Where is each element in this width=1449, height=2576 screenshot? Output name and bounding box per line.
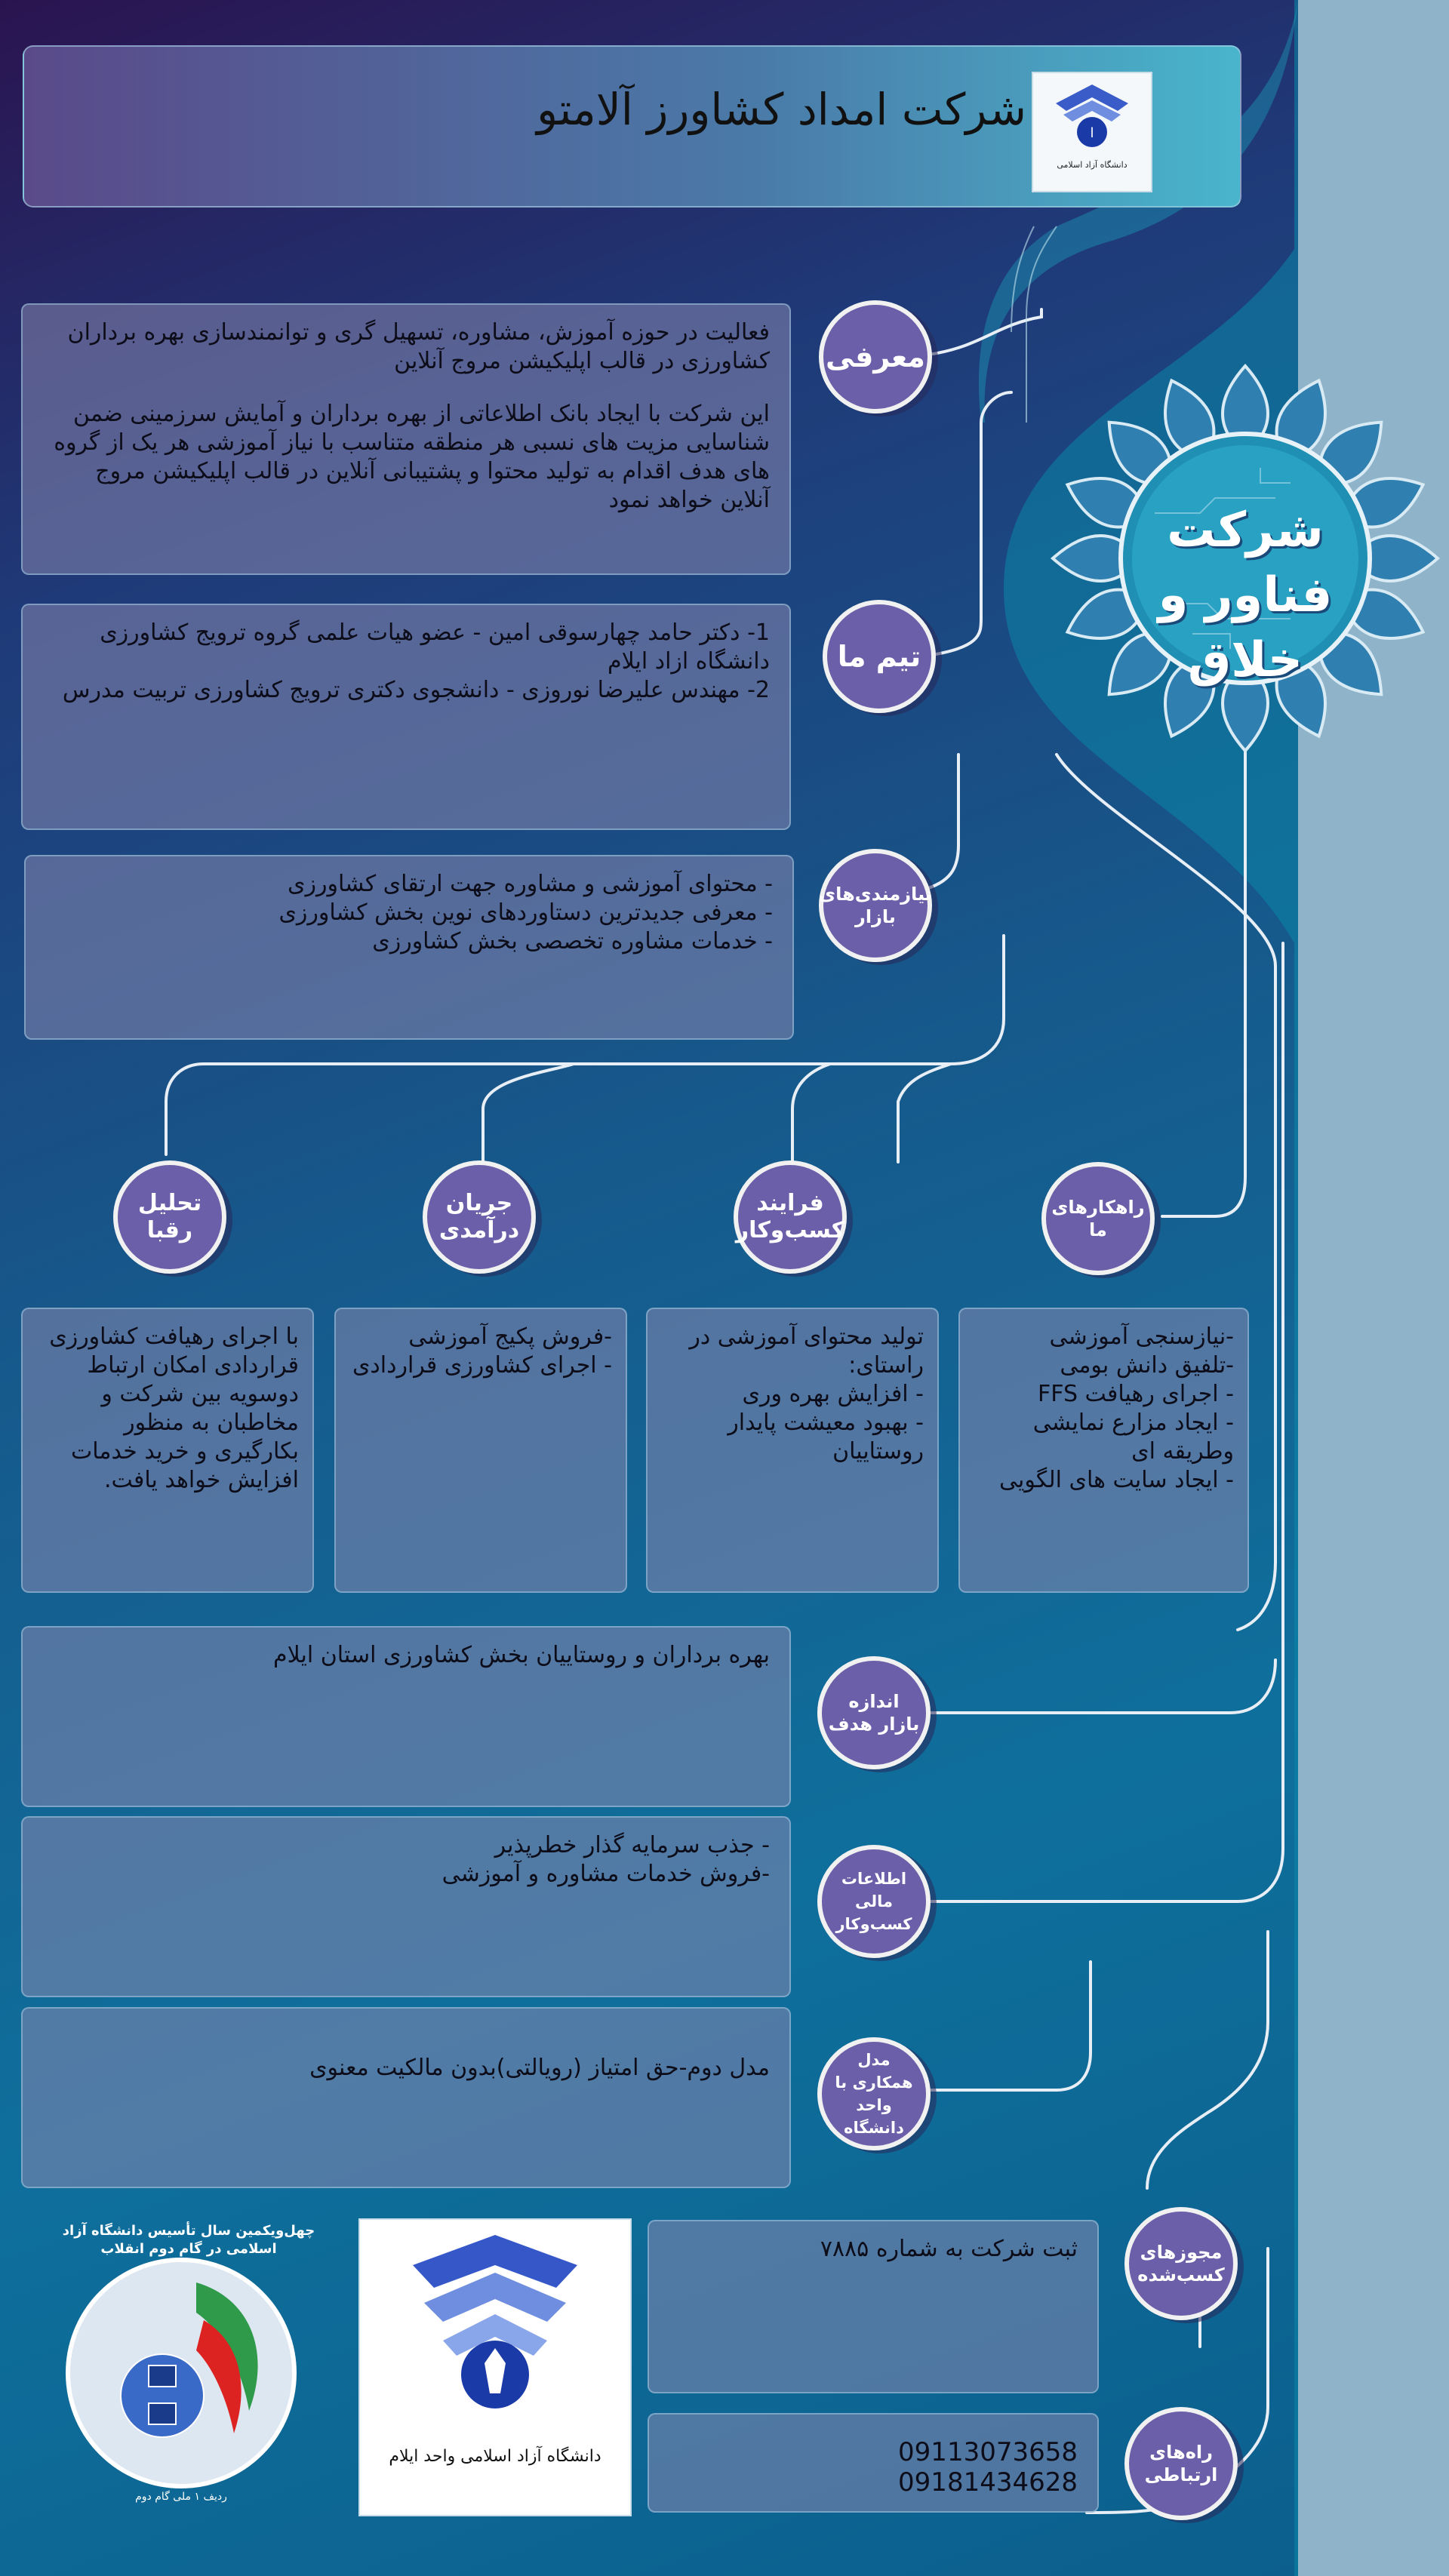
competitors-panel — [21, 1308, 314, 1593]
target-market-panel — [21, 1626, 791, 1807]
anniversary-logo — [23, 2215, 340, 2531]
team-panel — [21, 604, 791, 830]
intro-paragraph-2: این شرکت با ایجاد بانک اطلاعاتی از بهره برداران و آمایش سرزمینی ضمن شناسایی مزیت های نسبی هر منطقه متناسب با نیاز آموزشی هر یک از گروه های هدف اقدام به تولید محتوا و پشتیبانی آنلاین در قالب اپلیکیشن مروج آنلاین خواهد نمود — [54, 401, 770, 513]
university-logo — [1032, 72, 1152, 192]
competitors-text: با اجرای رهیافت کشاورزی قراردادی امکان ارتباط دوسویه بین شرکت و مخاطبان به منظور بکارگیری و خرید خدمات افزایش خواهد یافت. — [49, 1323, 299, 1493]
market-needs-circle: نیازمندی‌های بازار — [819, 849, 932, 962]
solutions-circle: راهکارهای ما — [1041, 1162, 1155, 1275]
cooperation-panel — [21, 2007, 791, 2188]
solutions-panel — [958, 1308, 1249, 1593]
team-circle: تیم ما — [823, 600, 936, 713]
process-item: تولید محتوای آموزشی در راستای: — [689, 1323, 924, 1379]
contact-panel — [648, 2413, 1099, 2513]
solution-item: -نیازسنجی آموزشی — [1049, 1323, 1234, 1350]
university-emblem — [358, 2218, 632, 2516]
target-market-circle: اندازه بازار هدف — [817, 1656, 931, 1769]
revenue-item: -فروش پکیج آموزشی — [408, 1323, 612, 1350]
process-panel — [646, 1308, 939, 1593]
intro-paragraph-1: فعالیت در حوزه آموزش، مشاوره، تسهیل گری و توانمندسازی بهره برداران کشاورزی در قالب اپلیکیشن مروج آنلاین — [67, 319, 770, 374]
revenue-circle: جریان درآمدی — [423, 1160, 536, 1274]
page-title: شرکت امداد کشاورز آلامتو — [537, 84, 1026, 135]
market-need-item: - محتوای آموزشی و مشاوره جهت ارتقای کشاورزی — [288, 871, 773, 897]
target-market-text: بهره برداران و روستاییان بخش کشاورزی استان ایلام — [273, 1642, 770, 1668]
phone-number[interactable]: 09181434628 — [898, 2467, 1078, 2498]
solution-item: - اجرای رهیافت FFS — [1037, 1381, 1234, 1407]
intro-circle: معرفی — [819, 300, 932, 413]
cooperation-text: مدل دوم-حق امتیاز (رویالتی)بدون مالکیت معنوی — [309, 2055, 770, 2081]
phone-number[interactable]: 09113073658 — [898, 2437, 1078, 2467]
licenses-panel — [648, 2220, 1099, 2393]
contact-circle: راه‌های ارتباطی — [1124, 2407, 1238, 2520]
process-circle: فرایند کسب‌وکار — [734, 1160, 847, 1274]
licenses-circle: مجوزهای کسب‌شده — [1124, 2207, 1238, 2320]
anniversary-ring-text: چهل‌ویکمین سال تأسیس دانشگاه آزاد اسلامی در گام دوم انقلاب — [62, 2223, 315, 2257]
market-need-item: - خدمات مشاوره تخصصی بخش کشاورزی — [372, 928, 773, 954]
competitors-circle: تحلیل رقبا — [113, 1160, 226, 1274]
badge-text: شرکت فناور و خلاق — [1158, 503, 1333, 688]
financial-item: -فروش خدمات مشاوره و آموزشی — [441, 1861, 770, 1887]
solution-item: - ایجاد سایت های الگویی — [999, 1467, 1234, 1493]
process-item: - بهبود معیشت پایدار روستاییان — [728, 1409, 924, 1465]
solution-item: -تلفیق دانش بومی — [1060, 1352, 1234, 1379]
svg-text:ا: ا — [1090, 125, 1094, 141]
solution-item: - ایجاد مزارع نمایشی وطریقه ای — [1032, 1409, 1234, 1465]
cooperation-circle: مدل همکاری با واحد دانشگاه — [817, 2037, 931, 2150]
team-member-1: 1- دکتر حامد چهارسوقی امین - عضو هیات علمی گروه ترویج کشاورزی دانشگاه ازاد ایلام — [100, 619, 770, 675]
svg-text:ردیف ۱ ملی گام دوم: ردیف ۱ ملی گام دوم — [135, 2491, 227, 2503]
license-text: ثبت شرکت به شماره ۷۸۸۵ — [820, 2236, 1078, 2262]
financial-circle: اطلاعات مالی کسب‌وکار — [817, 1845, 931, 1958]
svg-text:دانشگاه آزاد اسلامی: دانشگاه آزاد اسلامی — [1057, 160, 1128, 170]
financial-panel — [21, 1816, 791, 1997]
company-badge — [1041, 355, 1449, 762]
team-member-2: 2- مهندس علیرضا نوروزی - دانشجوی دکتری ترویج کشاورزی تربیت مدرس — [62, 677, 770, 703]
revenue-item: - اجرای کشاورزی قراردادی — [352, 1352, 612, 1379]
process-item: - افزایش بهره وری — [742, 1381, 924, 1407]
intro-panel — [21, 303, 791, 575]
revenue-panel — [334, 1308, 627, 1593]
market-needs-panel — [24, 855, 794, 1040]
market-need-item: - معرفی جدیدترین دستاوردهای نوین بخش کشاورزی — [278, 899, 773, 926]
svg-text:دانشگاه آزاد اسلامی واحد ایلام: دانشگاه آزاد اسلامی واحد ایلام — [389, 2447, 601, 2466]
financial-item: - جذب سرمایه گذار خطرپذیر — [494, 1832, 770, 1858]
